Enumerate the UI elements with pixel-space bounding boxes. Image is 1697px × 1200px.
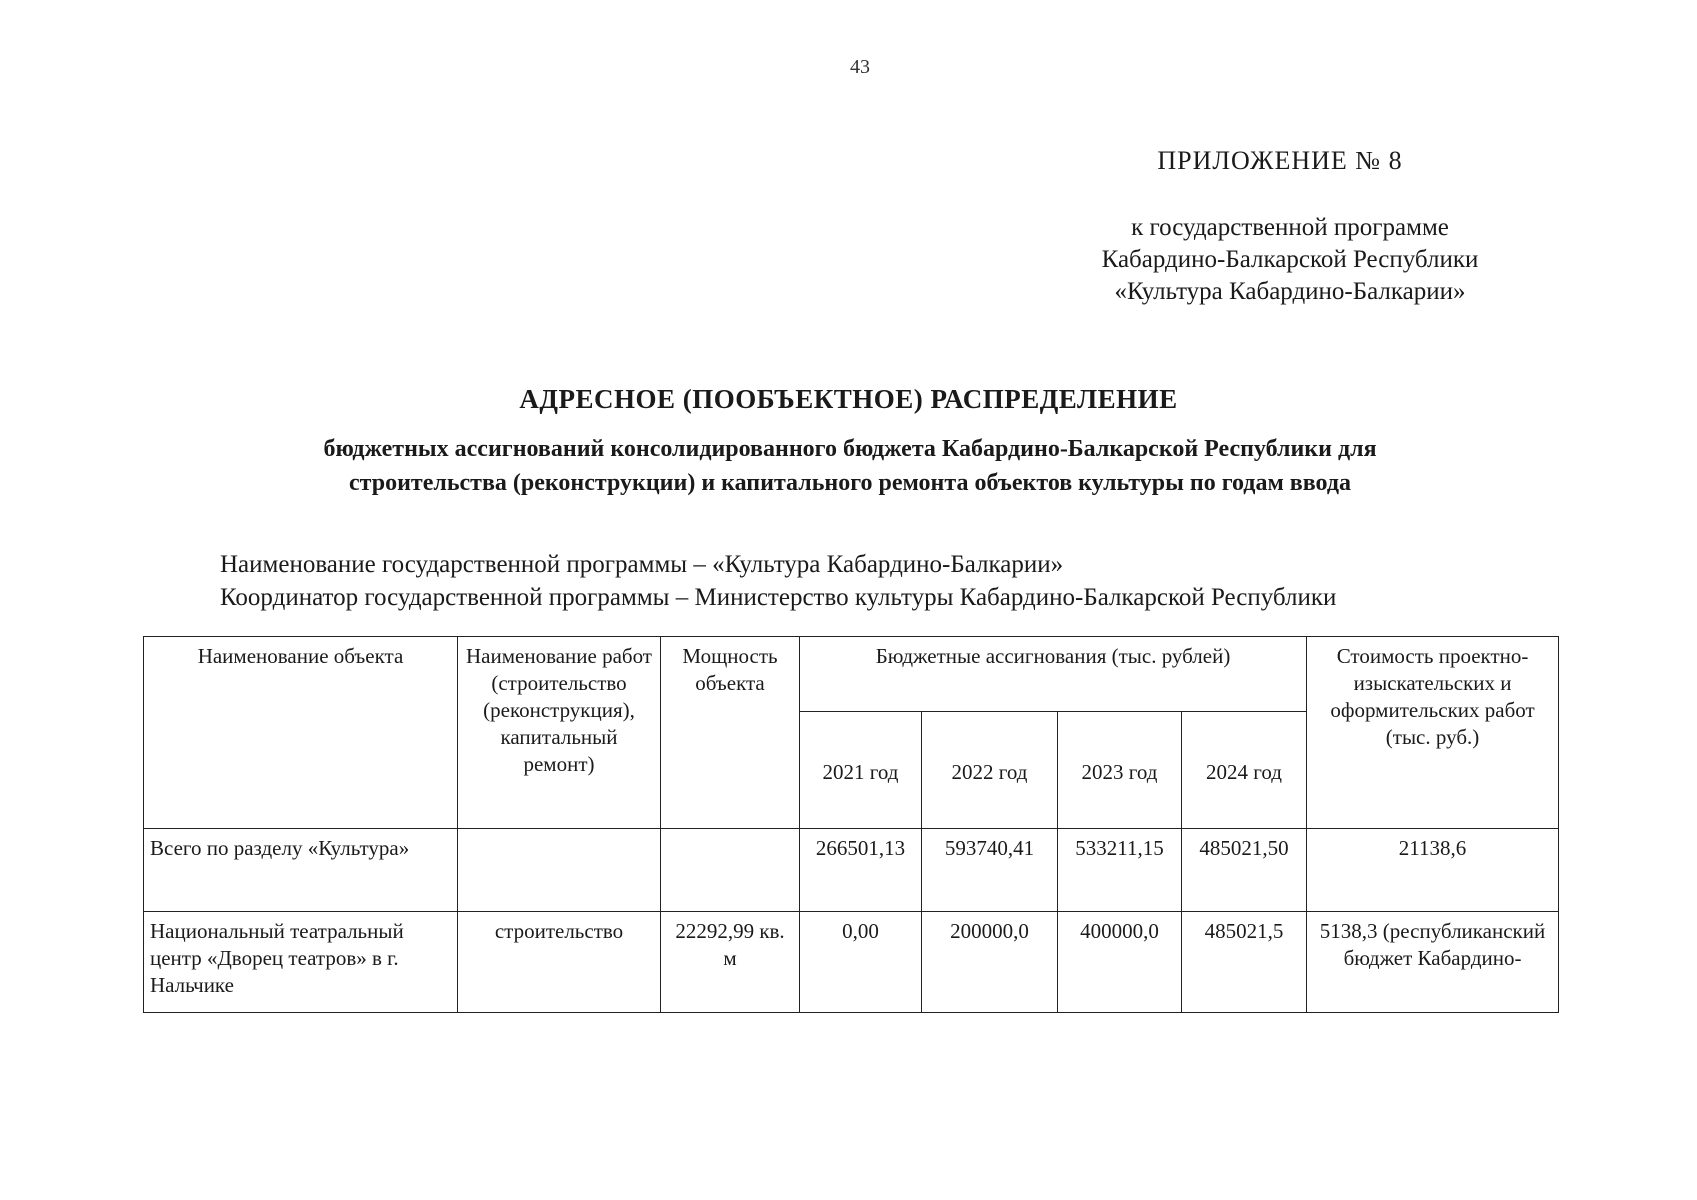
appendix-line: к государственной программе — [1131, 214, 1449, 241]
subtitle-line: бюджетных ассигнований консолидированного бюджета Кабардино-Балкарской Республики для — [323, 436, 1377, 462]
cell-year-value: 266501,13 — [800, 829, 922, 912]
cell-year-value: 0,00 — [800, 912, 922, 1013]
cell-design-cost: 5138,3 (республиканский бюджет Кабардино- — [1307, 912, 1559, 1013]
table-row — [144, 912, 1559, 1013]
cell-year-value: 200000,0 — [922, 912, 1058, 1013]
header-object-name: Наименование объекта — [144, 637, 458, 829]
cell-year-value: 400000,0 — [1058, 912, 1182, 1013]
cell-capacity: 22292,99 кв. м — [661, 912, 800, 1013]
document-title: АДРЕСНОЕ (ПООБЪЕКТНОЕ) РАСПРЕДЕЛЕНИЕ — [519, 384, 1178, 414]
program-info — [220, 548, 1336, 614]
appendix-reference — [1060, 212, 1520, 308]
header-capacity: Мощность объекта — [661, 637, 800, 829]
document-subtitle — [180, 432, 1520, 500]
cell-year-value: 593740,41 — [922, 829, 1058, 912]
program-coordinator-line: Координатор государственной программы – Министерство культуры Кабардино-Балкарской Республики — [220, 584, 1337, 611]
page-number: 43 — [850, 56, 870, 78]
cell-work-type — [458, 829, 661, 912]
appendix-label: ПРИЛОЖЕНИЕ № 8 — [1157, 146, 1403, 175]
cell-capacity — [661, 829, 800, 912]
table-row — [144, 829, 1559, 912]
header-design-cost: Стоимость проектно-изыскательских и оформительских работ (тыс. руб.) — [1307, 637, 1559, 829]
appendix-line: Кабардино-Балкарской Республики — [1101, 246, 1479, 273]
cell-design-cost: 21138,6 — [1307, 829, 1559, 912]
cell-object-name: Национальный театральный центр «Дворец театров» в г. Нальчике — [144, 912, 458, 1013]
table-header-row — [144, 637, 1559, 712]
program-name-line: Наименование государственной программы – «Культура Кабардино-Балкарии» — [220, 551, 1064, 578]
header-work-type: Наименование работ (строительство (реконструкция), капитальный ремонт) — [458, 637, 661, 829]
header-year: 2022 год — [922, 712, 1058, 829]
header-year: 2021 год — [800, 712, 922, 829]
cell-year-value: 485021,50 — [1182, 829, 1307, 912]
cell-object-name: Всего по разделу «Культура» — [144, 829, 458, 912]
subtitle-line: строительства (реконструкции) и капитального ремонта объектов культуры по годам ввода — [349, 470, 1351, 496]
budget-allocation-table — [143, 636, 1559, 1013]
header-year: 2024 год — [1182, 712, 1307, 829]
header-budget-group: Бюджетные ассигнования (тыс. рублей) — [800, 637, 1307, 712]
header-year: 2023 год — [1058, 712, 1182, 829]
cell-year-value: 533211,15 — [1058, 829, 1182, 912]
cell-work-type: строительство — [458, 912, 661, 1013]
cell-year-value: 485021,5 — [1182, 912, 1307, 1013]
appendix-line: «Культура Кабардино-Балкарии» — [1114, 278, 1466, 305]
